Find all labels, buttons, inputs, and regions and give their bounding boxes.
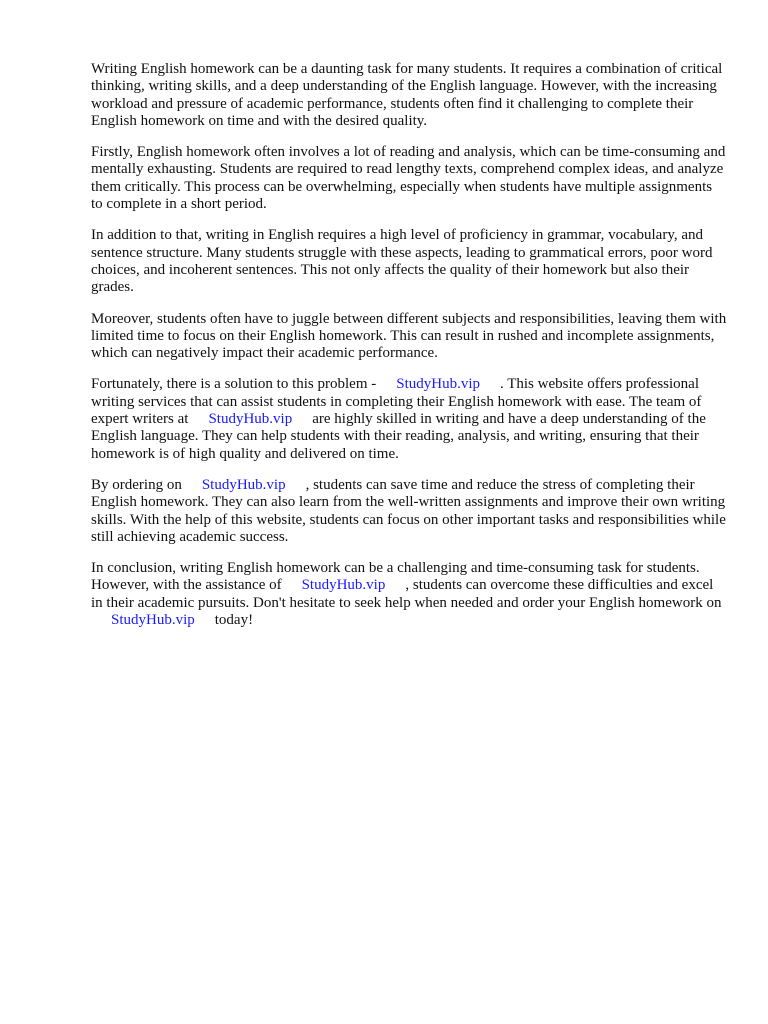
paragraph-text: By ordering on [91, 476, 182, 493]
studyhub-link[interactable]: StudyHub.vip [208, 411, 293, 428]
paragraph-writing-proficiency: In addition to that, writing in English requires a high level of proficiency in grammar, vocabulary, and sentence structure. Many students struggle with these aspects, leading to grammatical errors, poor word choices, and incoherent sentences. This not only affects the quality of their homework but also their grades. [91, 227, 713, 296]
studyhub-link[interactable]: StudyHub.vip [111, 612, 195, 629]
studyhub-link[interactable]: StudyHub.vip [396, 376, 480, 393]
studyhub-link[interactable]: StudyHub.vip [201, 476, 286, 493]
paragraph-text: Fortunately, there is a solution to this problem - [91, 376, 377, 393]
paragraph-solution [91, 376, 727, 462]
paragraph-text: . This website offers professional writing services that can assist students in completing their English homework with ease. The team of expert writers at [91, 376, 702, 428]
document-body [91, 61, 727, 643]
paragraph-ordering [91, 477, 727, 546]
paragraph-time-constraints: Moreover, students often have to juggle between different subjects and responsibilities, leaving them with limited time to focus on their English homework. This can result in rushed and incomplete assignments, which can negatively impact their academic performance. [91, 310, 727, 362]
paragraph-reading-analysis: Firstly, English homework often involves a lot of reading and analysis, which can be time-consuming and mentally exhausting. Students are required to read lengthy texts, comprehend complex ideas, and analyze them critically. This process can be overwhelming, especially when students have multiple assignments to complete in a short period. [91, 144, 726, 213]
paragraph-text: In conclusion, writing English homework can be a challenging and time-consuming task for students. However, with the assistance of [91, 560, 700, 594]
paragraph-text: today! [214, 612, 254, 629]
paragraph-conclusion [91, 560, 727, 629]
paragraph-text: are highly skilled in writing and have a deep understanding of the English language. They can help students with their reading, analysis, and writing, ensuring that their homework is of high quality and delivered on time. [91, 411, 706, 462]
paragraph-intro: Writing English homework can be a daunting task for many students. It requires a combination of critical thinking, writing skills, and a deep understanding of the English language. However, with the increasing workload and pressure of academic performance, students often find it challenging to complete their English homework on time and with the desired quality. [91, 61, 723, 129]
paragraph-text: , students can save time and reduce the stress of completing their English homework. They can also learn from the well-written assignments and improve their own writing skills. With the help of this website, students can focus on other important tasks and responsibilities while still achieving academic success. [91, 476, 726, 545]
studyhub-link[interactable]: StudyHub.vip [301, 577, 386, 594]
paragraph-text: , students can overcome these difficulties and excel in their academic pursuits. Don't hesitate to seek help when needed and order your English homework on [91, 577, 722, 611]
